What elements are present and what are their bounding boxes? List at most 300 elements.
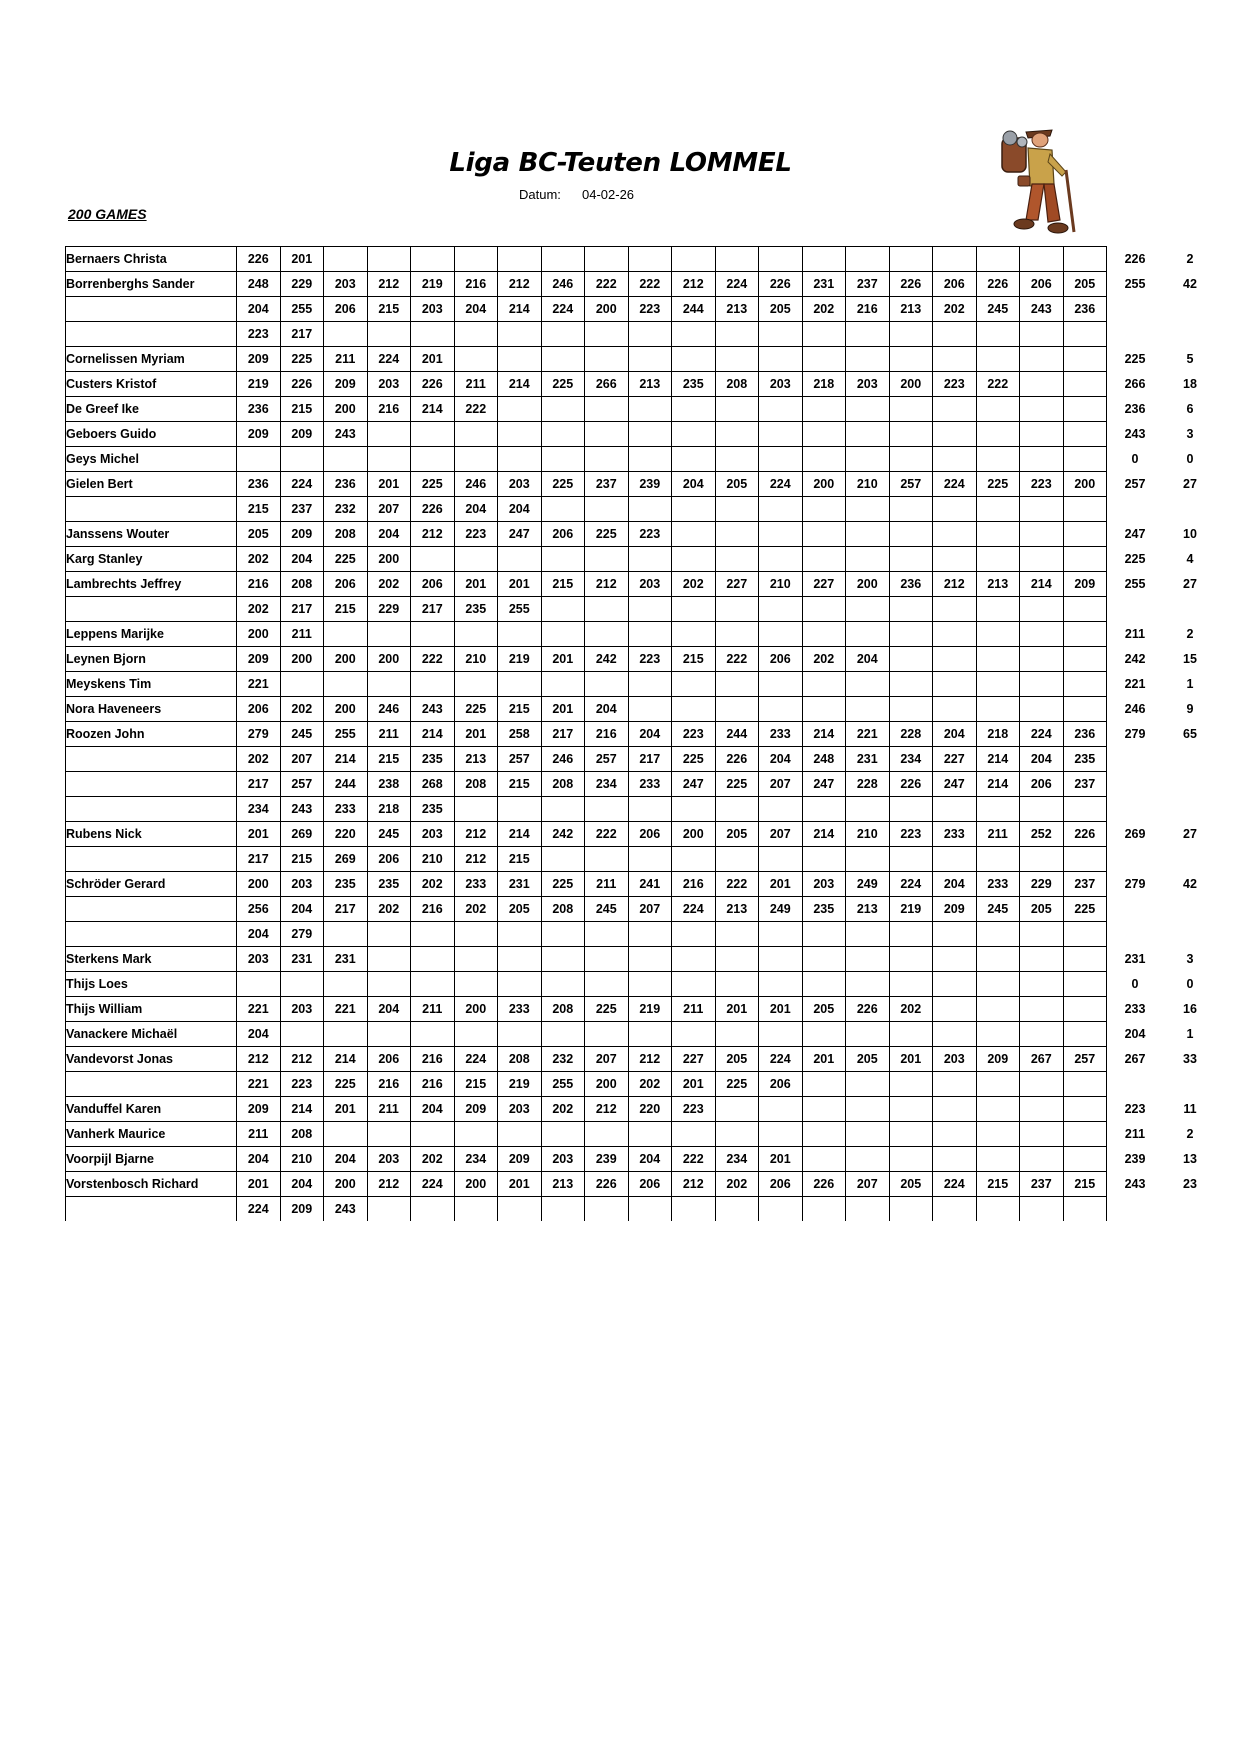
score-cell: 214 — [802, 722, 846, 747]
score-cell: 237 — [585, 472, 629, 497]
score-cell: 279 — [280, 922, 324, 947]
score-cell: 214 — [280, 1097, 324, 1122]
score-cell — [976, 397, 1020, 422]
score-cell: 209 — [933, 897, 977, 922]
games-count — [1163, 922, 1218, 947]
score-cell: 200 — [672, 822, 716, 847]
score-cell: 237 — [1020, 1172, 1064, 1197]
score-cell: 202 — [367, 897, 411, 922]
score-cell: 233 — [628, 772, 672, 797]
score-cell: 200 — [802, 472, 846, 497]
score-cell: 204 — [933, 872, 977, 897]
score-cell — [715, 547, 759, 572]
score-cell: 201 — [759, 1147, 803, 1172]
score-cell — [889, 672, 933, 697]
score-cell — [846, 797, 890, 822]
high-score — [1107, 897, 1164, 922]
high-score: 255 — [1107, 572, 1164, 597]
score-cell — [411, 247, 455, 272]
games-count — [1163, 597, 1218, 622]
score-cell: 216 — [585, 722, 629, 747]
score-cell: 216 — [411, 1047, 455, 1072]
score-cell: 210 — [846, 472, 890, 497]
player-continuation-row — [66, 597, 1218, 622]
score-cell — [846, 1072, 890, 1097]
score-cell: 211 — [367, 722, 411, 747]
score-cell: 227 — [672, 1047, 716, 1072]
score-cell — [976, 697, 1020, 722]
score-cell — [759, 922, 803, 947]
score-cell: 209 — [237, 1097, 281, 1122]
score-cell — [1020, 1122, 1064, 1147]
score-cell: 212 — [237, 1047, 281, 1072]
score-cell — [1020, 322, 1064, 347]
score-cell: 201 — [715, 997, 759, 1022]
score-cell — [759, 622, 803, 647]
score-cell: 266 — [585, 372, 629, 397]
score-cell — [889, 397, 933, 422]
games-count: 13 — [1183, 1152, 1197, 1166]
score-cell: 204 — [237, 1147, 281, 1172]
score-cell — [628, 422, 672, 447]
score-cell — [715, 447, 759, 472]
player-name — [66, 897, 237, 922]
score-cell: 217 — [280, 597, 324, 622]
score-cell: 243 — [324, 422, 368, 447]
score-cell — [585, 422, 629, 447]
score-cell: 213 — [628, 372, 672, 397]
score-cell: 201 — [541, 697, 585, 722]
score-cell — [672, 697, 716, 722]
score-cell — [411, 447, 455, 472]
high-score: 246 — [1107, 697, 1164, 722]
score-cell — [1020, 1097, 1064, 1122]
score-cell: 205 — [715, 822, 759, 847]
score-cell — [846, 447, 890, 472]
score-cell — [672, 847, 716, 872]
player-name — [66, 847, 237, 872]
score-cell: 224 — [541, 297, 585, 322]
high-score: 223 — [1107, 1097, 1164, 1122]
score-cell: 212 — [280, 1047, 324, 1072]
score-cell — [889, 922, 933, 947]
score-cell — [1063, 322, 1107, 347]
player-name: Voorpijl Bjarne — [66, 1147, 237, 1172]
score-cell — [1063, 522, 1107, 547]
score-cell: 212 — [411, 522, 455, 547]
score-cell — [1020, 547, 1064, 572]
score-cell — [585, 947, 629, 972]
score-cell: 225 — [541, 372, 585, 397]
score-cell — [1063, 397, 1107, 422]
score-cell — [846, 922, 890, 947]
score-cell: 218 — [367, 797, 411, 822]
score-cell: 216 — [411, 1072, 455, 1097]
score-cell — [846, 947, 890, 972]
score-cell: 209 — [237, 647, 281, 672]
score-cell: 226 — [889, 272, 933, 297]
high-score — [1107, 922, 1164, 947]
score-cell: 201 — [759, 872, 803, 897]
games-count — [1163, 772, 1218, 797]
score-cell — [585, 322, 629, 347]
score-cell: 204 — [367, 997, 411, 1022]
high-score — [1107, 1072, 1164, 1097]
page-title: Liga BC-Teuten LOMMEL — [449, 148, 792, 178]
score-cell — [541, 322, 585, 347]
player-name — [66, 1197, 237, 1222]
score-cell — [759, 322, 803, 347]
score-cell — [933, 347, 977, 372]
score-cell — [976, 1197, 1020, 1222]
score-cell: 212 — [367, 272, 411, 297]
player-row — [66, 247, 1218, 272]
score-cell: 223 — [672, 722, 716, 747]
player-continuation-row — [66, 797, 1218, 822]
score-cell — [933, 847, 977, 872]
player-name: Meyskens Tim — [66, 672, 237, 697]
score-cell: 236 — [324, 472, 368, 497]
score-cell — [759, 497, 803, 522]
score-cell: 206 — [1020, 272, 1064, 297]
score-cell: 217 — [411, 597, 455, 622]
score-cell — [976, 597, 1020, 622]
high-score: 269 — [1107, 822, 1164, 847]
score-cell — [628, 1197, 672, 1222]
score-cell — [280, 1022, 324, 1047]
score-cell: 217 — [237, 772, 281, 797]
high-score — [1107, 297, 1164, 322]
score-cell: 257 — [889, 472, 933, 497]
score-cell: 204 — [237, 1022, 281, 1047]
player-name: Gielen Bert — [66, 472, 237, 497]
player-name — [66, 597, 237, 622]
high-score: 211 — [1107, 1122, 1164, 1147]
score-cell: 247 — [802, 772, 846, 797]
score-cell: 235 — [454, 597, 498, 622]
score-cell — [672, 1022, 716, 1047]
score-cell: 223 — [237, 322, 281, 347]
high-score: 279 — [1107, 872, 1164, 897]
score-cell — [759, 447, 803, 472]
score-cell — [759, 947, 803, 972]
score-cell: 257 — [1063, 1047, 1107, 1072]
score-cell: 203 — [324, 272, 368, 297]
games-count: 3 — [1186, 427, 1194, 441]
score-cell — [541, 947, 585, 972]
score-cell: 219 — [411, 272, 455, 297]
games-count: 65 — [1183, 727, 1197, 741]
score-cell: 204 — [846, 647, 890, 672]
player-name: Vorstenbosch Richard — [66, 1172, 237, 1197]
score-cell: 208 — [541, 897, 585, 922]
score-cell: 231 — [846, 747, 890, 772]
score-cell: 215 — [367, 747, 411, 772]
score-cell: 203 — [367, 1147, 411, 1172]
score-cell — [846, 247, 890, 272]
games-count: 42 — [1183, 277, 1197, 291]
games-count — [1163, 1197, 1218, 1222]
score-cell: 225 — [541, 872, 585, 897]
player-name: Bernaers Christa — [66, 247, 237, 272]
score-cell: 245 — [585, 897, 629, 922]
score-cell — [889, 547, 933, 572]
games-count: 2 — [1186, 1127, 1194, 1141]
score-cell: 217 — [280, 322, 324, 347]
player-name — [66, 497, 237, 522]
score-cell — [802, 1022, 846, 1047]
games-count — [1163, 322, 1218, 347]
score-cell — [846, 597, 890, 622]
score-cell — [976, 347, 1020, 372]
score-cell: 203 — [933, 1047, 977, 1072]
score-cell — [367, 422, 411, 447]
score-cell: 207 — [759, 772, 803, 797]
score-cell — [1020, 672, 1064, 697]
score-cell — [933, 1022, 977, 1047]
score-cell: 229 — [367, 597, 411, 622]
score-cell — [846, 1097, 890, 1122]
score-cell: 209 — [280, 1197, 324, 1222]
score-cell: 213 — [715, 897, 759, 922]
score-cell: 213 — [454, 747, 498, 772]
player-row — [66, 1147, 1218, 1172]
score-cell — [541, 247, 585, 272]
score-cell — [672, 447, 716, 472]
score-cell: 213 — [541, 1172, 585, 1197]
score-cell — [715, 1022, 759, 1047]
score-cell — [454, 1122, 498, 1147]
score-cell: 215 — [498, 697, 542, 722]
high-score: 239 — [1107, 1147, 1164, 1172]
score-cell — [715, 522, 759, 547]
score-cell: 215 — [237, 497, 281, 522]
score-cell — [1063, 372, 1107, 397]
score-cell — [846, 847, 890, 872]
score-cell — [1020, 497, 1064, 522]
score-cell — [628, 922, 672, 947]
player-name: Geys Michel — [66, 447, 237, 472]
score-cell — [411, 922, 455, 947]
score-cell: 226 — [889, 772, 933, 797]
score-cell — [585, 847, 629, 872]
player-name: Vanherk Maurice — [66, 1122, 237, 1147]
score-cell: 244 — [672, 297, 716, 322]
score-cell — [498, 322, 542, 347]
score-cell — [846, 1147, 890, 1172]
score-cell: 206 — [367, 847, 411, 872]
player-row — [66, 672, 1218, 697]
score-cell: 202 — [237, 547, 281, 572]
score-cell: 200 — [324, 647, 368, 672]
score-cell: 216 — [367, 1072, 411, 1097]
player-row — [66, 522, 1218, 547]
player-row — [66, 822, 1218, 847]
high-score: 266 — [1107, 372, 1164, 397]
score-cell — [628, 322, 672, 347]
score-cell: 215 — [1063, 1172, 1107, 1197]
score-cell — [672, 547, 716, 572]
score-cell: 215 — [498, 847, 542, 872]
player-row — [66, 547, 1218, 572]
games-count: 23 — [1183, 1177, 1197, 1191]
score-cell: 211 — [585, 872, 629, 897]
score-cell: 226 — [411, 497, 455, 522]
score-cell — [367, 672, 411, 697]
score-cell — [976, 422, 1020, 447]
player-continuation-row — [66, 322, 1218, 347]
high-score: 233 — [1107, 997, 1164, 1022]
player-name: De Greef Ike — [66, 397, 237, 422]
score-cell: 213 — [715, 297, 759, 322]
score-cell: 231 — [280, 947, 324, 972]
player-row — [66, 372, 1218, 397]
score-cell — [802, 522, 846, 547]
player-row — [66, 997, 1218, 1022]
score-cell — [846, 1022, 890, 1047]
score-cell: 202 — [802, 647, 846, 672]
score-cell — [976, 672, 1020, 697]
high-score — [1107, 497, 1164, 522]
score-cell: 202 — [628, 1072, 672, 1097]
score-cell: 203 — [846, 372, 890, 397]
score-cell — [454, 622, 498, 647]
score-cell — [628, 622, 672, 647]
score-cell: 224 — [933, 1172, 977, 1197]
score-cell — [541, 422, 585, 447]
player-name: Leppens Marijke — [66, 622, 237, 647]
score-cell: 235 — [324, 872, 368, 897]
score-cell — [672, 397, 716, 422]
score-cell — [933, 447, 977, 472]
score-cell: 225 — [585, 522, 629, 547]
score-cell — [802, 347, 846, 372]
score-cell — [585, 497, 629, 522]
player-name — [66, 922, 237, 947]
score-cell — [672, 1122, 716, 1147]
score-cell — [889, 1022, 933, 1047]
score-cell — [933, 397, 977, 422]
score-cell — [933, 697, 977, 722]
score-cell — [1063, 972, 1107, 997]
score-cell — [411, 422, 455, 447]
score-cell — [715, 422, 759, 447]
score-cell: 234 — [715, 1147, 759, 1172]
score-cell: 233 — [324, 797, 368, 822]
score-cell: 206 — [759, 1072, 803, 1097]
player-row — [66, 1022, 1218, 1047]
score-cell — [889, 1122, 933, 1147]
score-cell: 219 — [498, 647, 542, 672]
score-cell: 210 — [846, 822, 890, 847]
score-cell: 216 — [672, 872, 716, 897]
score-cell: 211 — [367, 1097, 411, 1122]
score-cell — [976, 1147, 1020, 1172]
player-name: Roozen John — [66, 722, 237, 747]
score-cell: 246 — [367, 697, 411, 722]
score-cell: 202 — [411, 1147, 455, 1172]
score-cell: 234 — [237, 797, 281, 822]
score-cell — [541, 972, 585, 997]
player-row — [66, 1047, 1218, 1072]
score-cell — [628, 247, 672, 272]
player-row — [66, 472, 1218, 497]
score-cell — [280, 972, 324, 997]
score-cell: 233 — [454, 872, 498, 897]
high-score — [1107, 797, 1164, 822]
score-cell — [498, 397, 542, 422]
score-cell: 225 — [1063, 897, 1107, 922]
score-cell: 202 — [541, 1097, 585, 1122]
score-cell — [541, 397, 585, 422]
score-cell: 215 — [498, 772, 542, 797]
score-cell: 204 — [1020, 747, 1064, 772]
score-cell — [1020, 372, 1064, 397]
score-cell — [541, 797, 585, 822]
games-count: 11 — [1183, 1102, 1197, 1116]
score-cell — [933, 972, 977, 997]
score-cell: 228 — [889, 722, 933, 747]
player-row — [66, 347, 1218, 372]
score-cell — [367, 1197, 411, 1222]
score-cell — [454, 347, 498, 372]
score-cell — [541, 497, 585, 522]
score-cell — [585, 1197, 629, 1222]
score-cell — [715, 347, 759, 372]
score-cell: 234 — [454, 1147, 498, 1172]
player-row — [66, 1122, 1218, 1147]
score-cell: 239 — [585, 1147, 629, 1172]
score-cell: 214 — [1020, 572, 1064, 597]
score-cell: 213 — [846, 897, 890, 922]
score-cell — [1063, 947, 1107, 972]
high-score: 231 — [1107, 947, 1164, 972]
score-cell — [715, 397, 759, 422]
player-name: Cornelissen Myriam — [66, 347, 237, 372]
score-cell — [759, 1097, 803, 1122]
score-cell: 204 — [759, 747, 803, 772]
score-cell — [498, 1022, 542, 1047]
score-cell — [1063, 447, 1107, 472]
score-cell — [454, 322, 498, 347]
games-count: 5 — [1186, 352, 1194, 366]
games-count: 0 — [1186, 452, 1194, 466]
score-cell: 214 — [324, 1047, 368, 1072]
score-cell — [715, 797, 759, 822]
player-name — [66, 1072, 237, 1097]
score-cell: 246 — [541, 272, 585, 297]
score-cell — [411, 322, 455, 347]
score-cell: 227 — [802, 572, 846, 597]
score-cell — [933, 647, 977, 672]
score-cell: 235 — [411, 797, 455, 822]
score-cell — [541, 922, 585, 947]
score-cell — [498, 422, 542, 447]
score-cell: 201 — [541, 647, 585, 672]
score-cell — [759, 247, 803, 272]
score-cell — [933, 672, 977, 697]
score-cell: 246 — [541, 747, 585, 772]
player-row — [66, 622, 1218, 647]
score-cell — [759, 597, 803, 622]
score-cell: 226 — [715, 747, 759, 772]
score-cell — [585, 547, 629, 572]
score-cell — [802, 447, 846, 472]
score-cell: 211 — [672, 997, 716, 1022]
score-cell: 224 — [759, 1047, 803, 1072]
score-cell — [1020, 1147, 1064, 1172]
score-cell — [1063, 797, 1107, 822]
